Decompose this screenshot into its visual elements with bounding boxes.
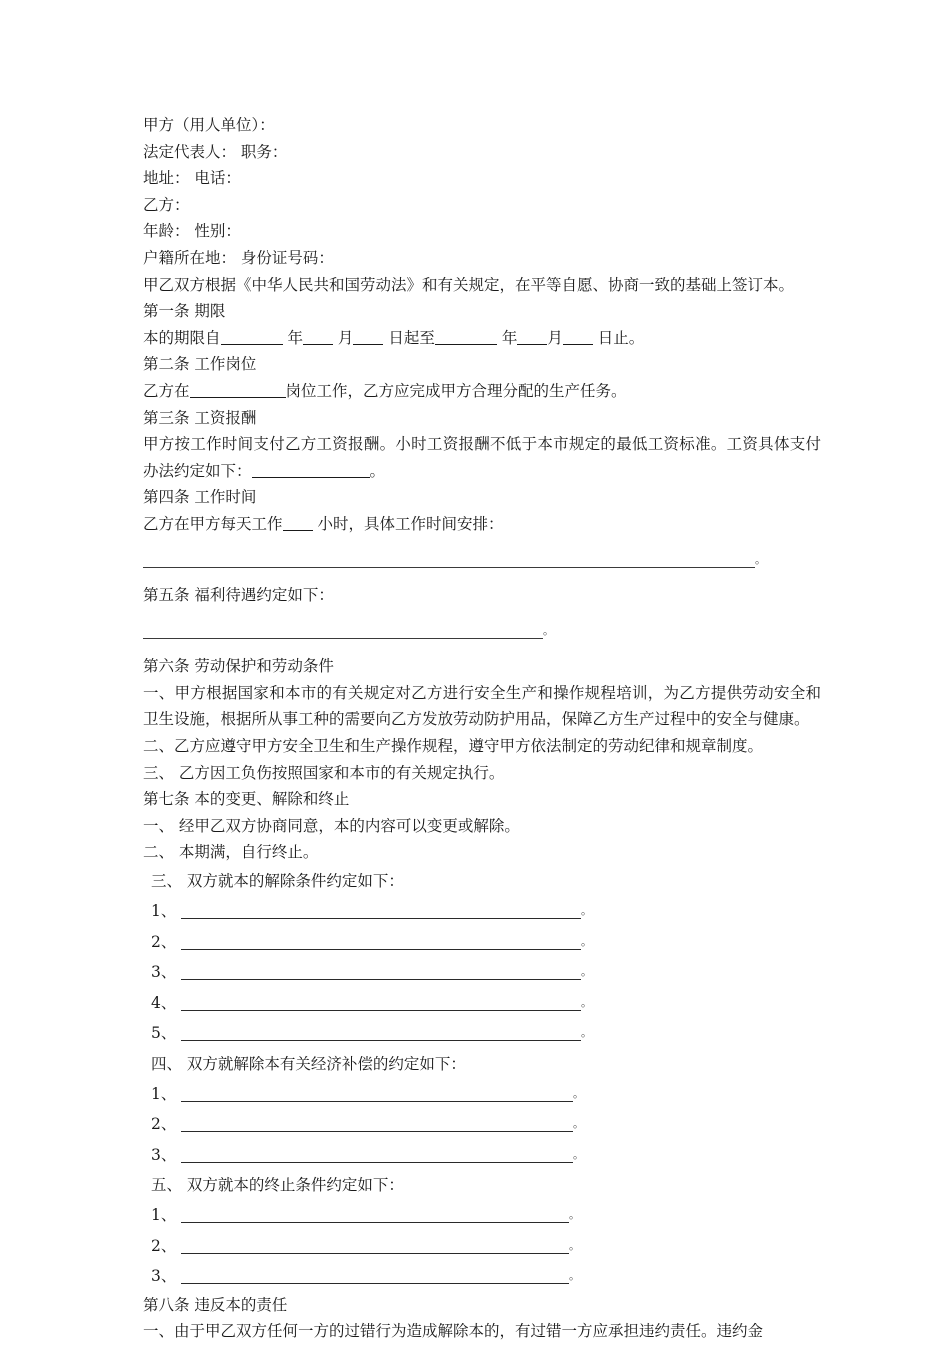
article-8-heading: 第八条 违反本的责任 (143, 1295, 288, 1314)
article-1-mid-3: 日起至 (388, 328, 435, 347)
blank-day-start[interactable] (353, 330, 383, 345)
blank-item-row (143, 1018, 820, 1049)
field-age-gender: 年龄： 性别： (143, 222, 241, 241)
spacer (143, 609, 820, 618)
spacer (143, 644, 820, 653)
blank-item-row (143, 1079, 820, 1110)
blank-item-row (143, 1109, 820, 1140)
blank-item-row (143, 1200, 820, 1231)
blank-terminator: 。 (581, 965, 592, 979)
article-7-sub-4-title: 四、 双方就解除本有关经济补偿的约定如下： (151, 1054, 466, 1073)
blank-item-row (143, 896, 820, 927)
blank-field[interactable] (181, 996, 581, 1011)
blank-month-start[interactable] (303, 330, 333, 345)
article-8-item-1: 一、由于甲乙双方任何一方的过错行为造成解除本的，有过错一方应承担违约责任。违约金 (143, 1322, 764, 1341)
blank-field[interactable] (181, 1117, 573, 1132)
blank-job-position[interactable] (190, 383, 286, 398)
article-2-suffix: 岗位工作，乙方应完成甲方合理分配的生产任务。 (285, 381, 627, 400)
blank-field[interactable] (181, 1026, 581, 1041)
article-4-heading: 第四条 工作时间 (143, 488, 257, 507)
blank-field[interactable] (181, 1208, 569, 1223)
blank-terminator: 。 (755, 552, 766, 566)
article-4-blank-row (143, 547, 820, 574)
article-3-heading: 第三条 工资报酬 (143, 408, 257, 427)
blank-item-label: 3、 (151, 1145, 177, 1164)
blank-terminator: 。 (543, 623, 554, 637)
blank-item-row (143, 1231, 820, 1262)
article-1-body (143, 325, 820, 352)
blank-field[interactable] (181, 1087, 573, 1102)
blank-month-end[interactable] (517, 330, 547, 345)
blank-item-row (143, 1140, 820, 1171)
article-4-suffix: 小时，具体工作时间安排： (317, 514, 504, 533)
article-4-prefix: 乙方在甲方每天工作 (143, 514, 283, 533)
blank-year-end[interactable] (435, 330, 497, 345)
blank-work-schedule[interactable] (143, 554, 755, 568)
article-7-sub-5-title: 五、 双方就本的终止条件约定如下： (151, 1176, 404, 1195)
article-1-mid-4: 年 (501, 328, 518, 347)
blank-terminator: 。 (581, 934, 592, 948)
article-7-item-1: 一、 经甲乙双方协商同意，本的内容可以变更或解除。 (143, 816, 520, 835)
article-5-blank-row (143, 618, 820, 645)
document-body (143, 112, 820, 1345)
article-3-period: 。 (369, 461, 386, 480)
article-7-heading: 第七条 本的变更、解除和终止 (143, 790, 350, 809)
field-legal-representative: 法定代表人： 职务： (143, 142, 288, 161)
blank-terminator: 。 (573, 1117, 584, 1131)
blank-day-end[interactable] (563, 330, 593, 345)
blank-field[interactable] (181, 1148, 573, 1163)
blank-welfare-terms[interactable] (143, 625, 543, 639)
blank-field[interactable] (181, 1269, 569, 1284)
article-7-item-2: 二、 本期满，自行终止。 (143, 843, 319, 862)
article-5-heading: 第五条 福利待遇约定如下： (143, 586, 334, 605)
blank-item-label: 4、 (151, 993, 177, 1012)
blank-terminator: 。 (581, 904, 592, 918)
field-party-a: 甲方（用人单位）： (143, 116, 275, 134)
blank-item-label: 5、 (151, 1024, 177, 1043)
article-3-body (143, 431, 821, 484)
blank-item-row (143, 1261, 820, 1292)
article-2-prefix: 乙方在 (143, 381, 190, 400)
article-6-item-2: 二、乙方应遵守甲方安全卫生和生产操作规程，遵守甲方依法制定的劳动纪律和规章制度。 (143, 737, 764, 756)
preamble-text: 甲乙双方根据《中华人民共和国劳动法》和有关规定，在平等自愿、协商一致的基础上签订本。 (143, 275, 795, 294)
blank-year-start[interactable] (221, 330, 283, 345)
blank-field[interactable] (181, 965, 581, 980)
spacer (143, 573, 820, 582)
blank-field[interactable] (181, 1239, 569, 1254)
blank-terminator: 。 (569, 1238, 580, 1252)
field-residence-id: 户籍所在地： 身份证号码： (143, 248, 334, 267)
blank-terminator: 。 (573, 1086, 584, 1100)
article-2-heading: 第二条 工作岗位 (143, 355, 257, 374)
article-6-item-1: 一、甲方根据国家和本市的有关规定对乙方进行安全生产和操作规程培训，为乙方提供劳动安全和卫生设施，根据所从事工种的需要向乙方发放劳动防护用品，保障乙方生产过程中的安全与健康。 (143, 683, 821, 729)
spacer (143, 538, 820, 547)
blank-daily-hours[interactable] (283, 516, 313, 531)
blank-item-label: 2、 (151, 932, 177, 951)
blank-terminator: 。 (573, 1147, 584, 1161)
article-1-mid-5: 月 (547, 328, 563, 347)
article-1-mid-1: 年 (287, 328, 303, 347)
article-4-body (143, 511, 820, 538)
blank-field[interactable] (181, 935, 581, 950)
blank-field[interactable] (181, 904, 581, 919)
blank-item-label: 1、 (151, 1084, 177, 1103)
blank-item-label: 1、 (151, 1206, 177, 1225)
blank-item-label: 1、 (151, 902, 177, 921)
blank-terminator: 。 (581, 1026, 592, 1040)
blank-payment-method[interactable] (252, 463, 370, 478)
article-7-sub-3-title: 三、 双方就本的解除条件约定如下： (151, 872, 404, 891)
field-party-b: 乙方： (143, 195, 190, 214)
article-1-prefix: 本的期限自 (143, 328, 221, 347)
article-2-body (143, 378, 820, 405)
blank-terminator: 。 (581, 995, 592, 1009)
blank-item-label: 2、 (151, 1115, 177, 1134)
article-1-mid-2: 月 (337, 328, 354, 347)
blank-terminator: 。 (569, 1269, 580, 1283)
blank-terminator: 。 (569, 1208, 580, 1222)
blank-item-label: 3、 (151, 963, 177, 982)
article-3-text: 甲方按工作时间支付乙方工资报酬。小时工资报酬不低于本市规定的最低工资标准。工资具体支付办法约定如下： (143, 435, 821, 480)
blank-item-row (143, 988, 820, 1019)
article-1-heading: 第一条 期限 (143, 302, 226, 321)
blank-item-label: 2、 (151, 1236, 177, 1255)
field-address-phone: 地址： 电话： (143, 169, 241, 188)
article-1-suffix: 日止。 (597, 328, 645, 347)
blank-item-row (143, 957, 820, 988)
article-6-item-3: 三、 乙方因工负伤按照国家和本市的有关规定执行。 (143, 763, 505, 782)
blank-item-label: 3、 (151, 1267, 177, 1286)
blank-item-row (143, 927, 820, 958)
article-6-heading: 第六条 劳动保护和劳动条件 (143, 657, 334, 676)
